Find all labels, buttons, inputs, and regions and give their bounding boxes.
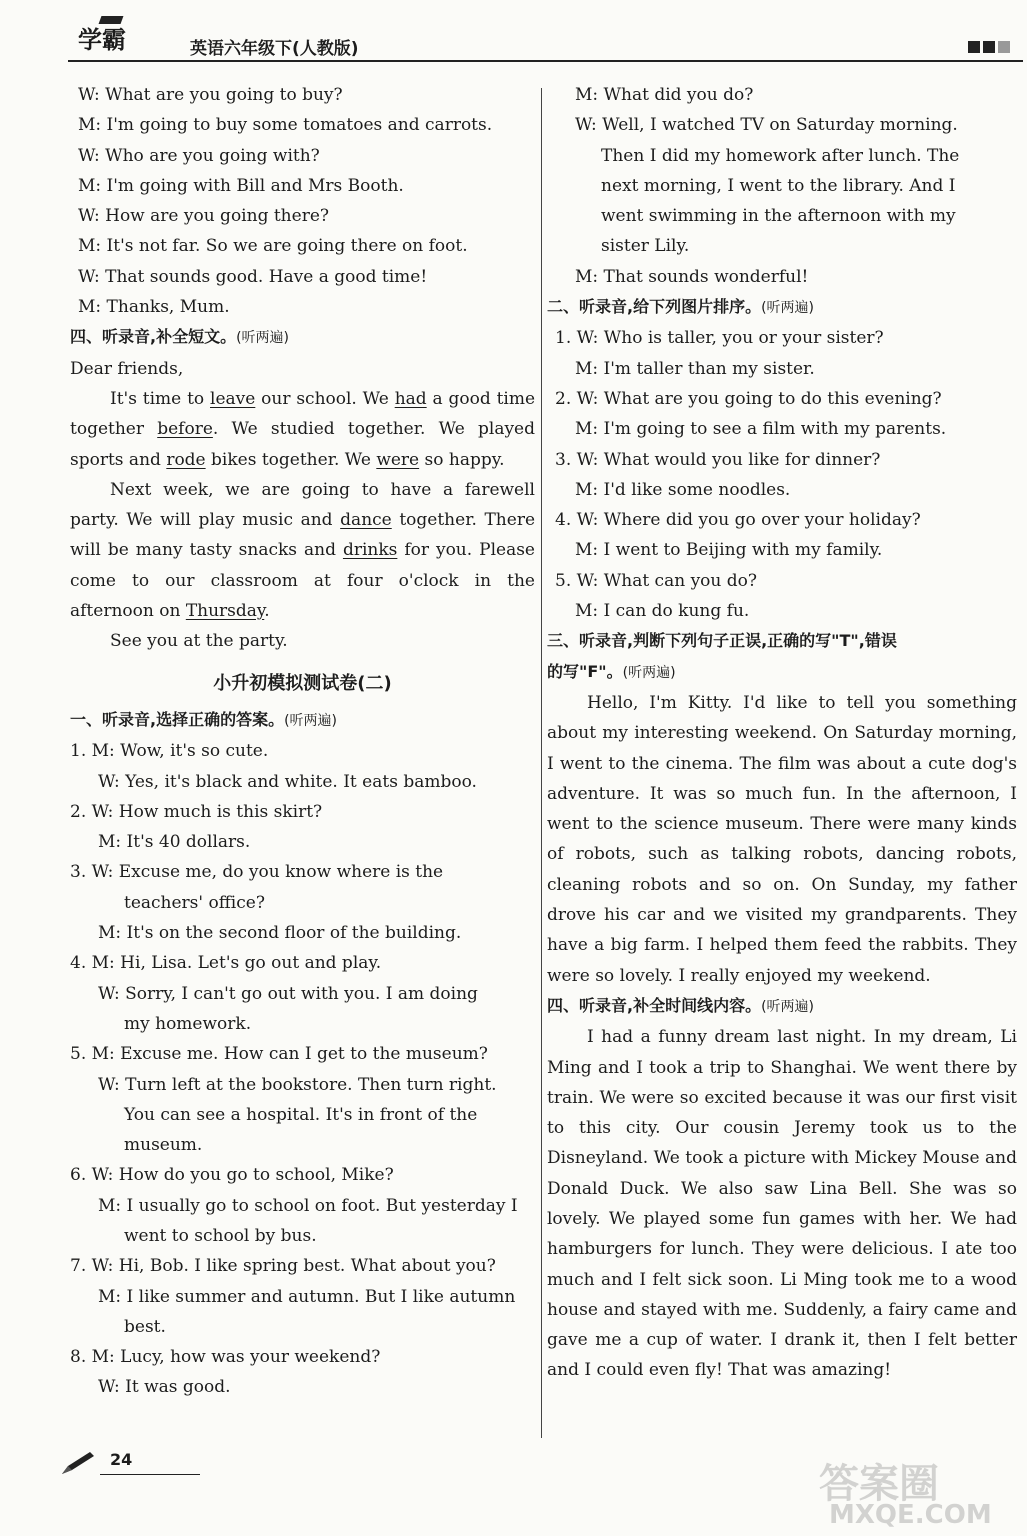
answer-blank: dance: [340, 510, 392, 531]
question-line: 2. W: How much is this skirt?: [70, 801, 323, 822]
book-title: 英语六年级下(人教版): [190, 39, 359, 59]
dialogue-line: W: What are you going to buy?: [78, 85, 343, 105]
answer-line: W: Turn left at the bookstore. Then turn right.: [98, 1074, 497, 1095]
dialogue-line: W: Well, I watched TV on Saturday morning.: [575, 115, 958, 136]
dialogue-line: M: That sounds wonderful!: [575, 266, 809, 287]
answer-blank: Thursday: [185, 601, 265, 622]
pen-icon: [60, 1450, 96, 1476]
section-heading: 一、听录音,选择正确的答案。(听两遍): [70, 709, 338, 729]
dialogue-line: M: I'm going to buy some tomatoes and carrots.: [78, 115, 493, 136]
page-footer: [60, 1448, 160, 1480]
dialogue-line: W: That sounds good. Have a good time!: [78, 266, 428, 287]
answer-line-cont: went to school by bus.: [124, 1225, 317, 1246]
answer-line-cont: You can see a hospital. It's in front of the: [124, 1104, 478, 1125]
dialogue-line: M: It's not far. So we are going there on foot.: [78, 236, 468, 257]
answer-line-cont: museum.: [124, 1135, 203, 1156]
answer-line: M: I'm taller than my sister.: [575, 358, 815, 379]
paper-title: 小升初模拟测试卷(二): [213, 672, 392, 694]
letter-paragraph-1: It's time to leave our school. We had a good time together before. We studied together. We played sports and rode bikes together. We were so happy.: [70, 388, 536, 470]
dialogue-line-cont: next morning, I went to the library. And I: [601, 175, 956, 196]
question-line: 8. M: Lucy, how was your weekend?: [70, 1347, 381, 1368]
question-line: 2. W: What are you going to do this evening?: [555, 388, 942, 409]
answer-line: M: I can do kung fu.: [575, 601, 750, 622]
left-column: [70, 80, 535, 1403]
question-line: 6. W: How do you go to school, Mike?: [70, 1165, 394, 1186]
dialogue-line: W: How are you going there?: [78, 206, 329, 227]
answer-line-cont: my homework.: [124, 1013, 252, 1034]
question-line: 3. W: What would you like for dinner?: [555, 449, 881, 470]
answer-line: M: I went to Beijing with my family.: [575, 540, 883, 561]
answer-line: M: I'm going to see a film with my parents.: [575, 419, 947, 440]
answer-line: M: I usually go to school on foot. But yesterday I: [98, 1195, 518, 1216]
dialogue-line: W: Who are you going with?: [78, 145, 320, 166]
letter-closing: See you at the party.: [110, 631, 288, 652]
answer-line: W: Yes, it's black and white. It eats bamboo.: [98, 771, 477, 792]
answer-blank: leave: [210, 388, 256, 409]
section-heading: 四、听录音,补全时间线内容。(听两遍): [547, 995, 815, 1015]
question-line: 1. W: Who is taller, you or your sister?: [555, 328, 884, 349]
listening-passage: I had a funny dream last night. In my dream, Li Ming and I took a trip to Shanghai. We went there by train. We were so excited because it was our first visit to this city. Our cousin Jeremy took us to the Disneyland. We took a picture with Mickey Mouse and Donald Duck. We also saw Lina Bell. She was so lovely. We played some fun games with her. We had hamburgers for lunch. They were delicious. I ate too much and I felt sick soon. Li Ming took me to a wood house and stayed with me. Suddenly, a fairy came and gave me a cup of water. I drank it, then I felt better and I could even fly! That was amazing!: [547, 1027, 1017, 1381]
answer-line-cont: best.: [124, 1316, 166, 1337]
listening-passage: Hello, I'm Kitty. I'd like to tell you something about my interesting weekend. On Saturday morning, I went to the cinema. The film was about a cute dog's adventure. It was so much fun. In the afternoon, I went to the science museum. There were many kinds of robots, such as talking robots, dancing robots, cleaning robots and so on. On Sunday, my father drove his car and we visited my grandparents. They have a big farm. I helped them feed the rabbits. They were so lovely. I really enjoyed my weekend.: [547, 692, 1017, 986]
header-rule: [68, 60, 1023, 62]
section-heading: 四、听录音,补全短文。(听两遍): [70, 327, 290, 347]
section-heading-cont: 的写"F"。(听两遍): [547, 661, 676, 681]
question-line-cont: teachers' office?: [124, 892, 265, 913]
question-line: 7. W: Hi, Bob. I like spring best. What about you?: [70, 1256, 496, 1277]
question-line: 5. M: Excuse me. How can I get to the museum?: [70, 1044, 488, 1065]
watermark: [819, 1452, 1019, 1532]
dialogue-line-cont: Then I did my homework after lunch. The: [601, 145, 960, 166]
page-number: 24: [110, 1450, 133, 1469]
question-line: 1. M: Wow, it's so cute.: [70, 741, 269, 762]
column-divider: [541, 88, 542, 1438]
answer-line: W: Sorry, I can't go out with you. I am doing: [98, 983, 478, 1004]
brand-logo: 学霸: [78, 26, 126, 54]
right-column: [547, 80, 1017, 1386]
answer-line: W: It was good.: [98, 1377, 231, 1398]
dialogue-line-cont: went swimming in the afternoon with my: [601, 206, 956, 227]
question-line: 4. M: Hi, Lisa. Let's go out and play.: [70, 953, 382, 974]
watermark-logo: 答案圈: [819, 1461, 939, 1507]
question-line: 4. W: Where did you go over your holiday?: [555, 510, 921, 531]
answer-blank: rode: [166, 449, 206, 470]
section-heading: 二、听录音,给下列图片排序。(听两遍): [547, 297, 815, 317]
header-blocks: [965, 38, 1010, 57]
answer-blank: were: [376, 449, 420, 470]
answer-line: M: I'd like some noodles.: [575, 479, 791, 500]
dialogue-line: M: I'm going with Bill and Mrs Booth.: [78, 175, 404, 196]
question-line: 3. W: Excuse me, do you know where is the: [70, 862, 444, 883]
answer-blank: had: [394, 388, 427, 409]
dialogue-line: M: Thanks, Mum.: [78, 297, 230, 318]
footer-rule: [100, 1474, 200, 1475]
letter-salutation: Dear friends,: [70, 358, 184, 379]
answer-line: M: It's on the second floor of the building.: [98, 923, 462, 944]
dialogue-line: M: What did you do?: [575, 85, 754, 105]
watermark-url: MXQE.COM: [829, 1500, 992, 1530]
answer-blank: before: [157, 419, 213, 440]
question-line: 5. W: What can you do?: [555, 570, 757, 591]
page-header: [60, 14, 1010, 64]
answer-line: M: I like summer and autumn. But I like autumn: [98, 1286, 516, 1307]
section-heading: 三、听录音,判断下列句子正误,正确的写"T",错误: [547, 631, 897, 651]
dialogue-line-cont: sister Lily.: [601, 236, 690, 257]
answer-blank: drinks: [342, 540, 398, 561]
answer-line: M: It's 40 dollars.: [98, 832, 251, 853]
letter-paragraph-2: Next week, we are going to have a farewell party. We will play music and dance together. There will be many tasty snacks and drinks for you. Please come to our classroom at four o'clock in the afternoon on Thursday.: [70, 479, 535, 622]
